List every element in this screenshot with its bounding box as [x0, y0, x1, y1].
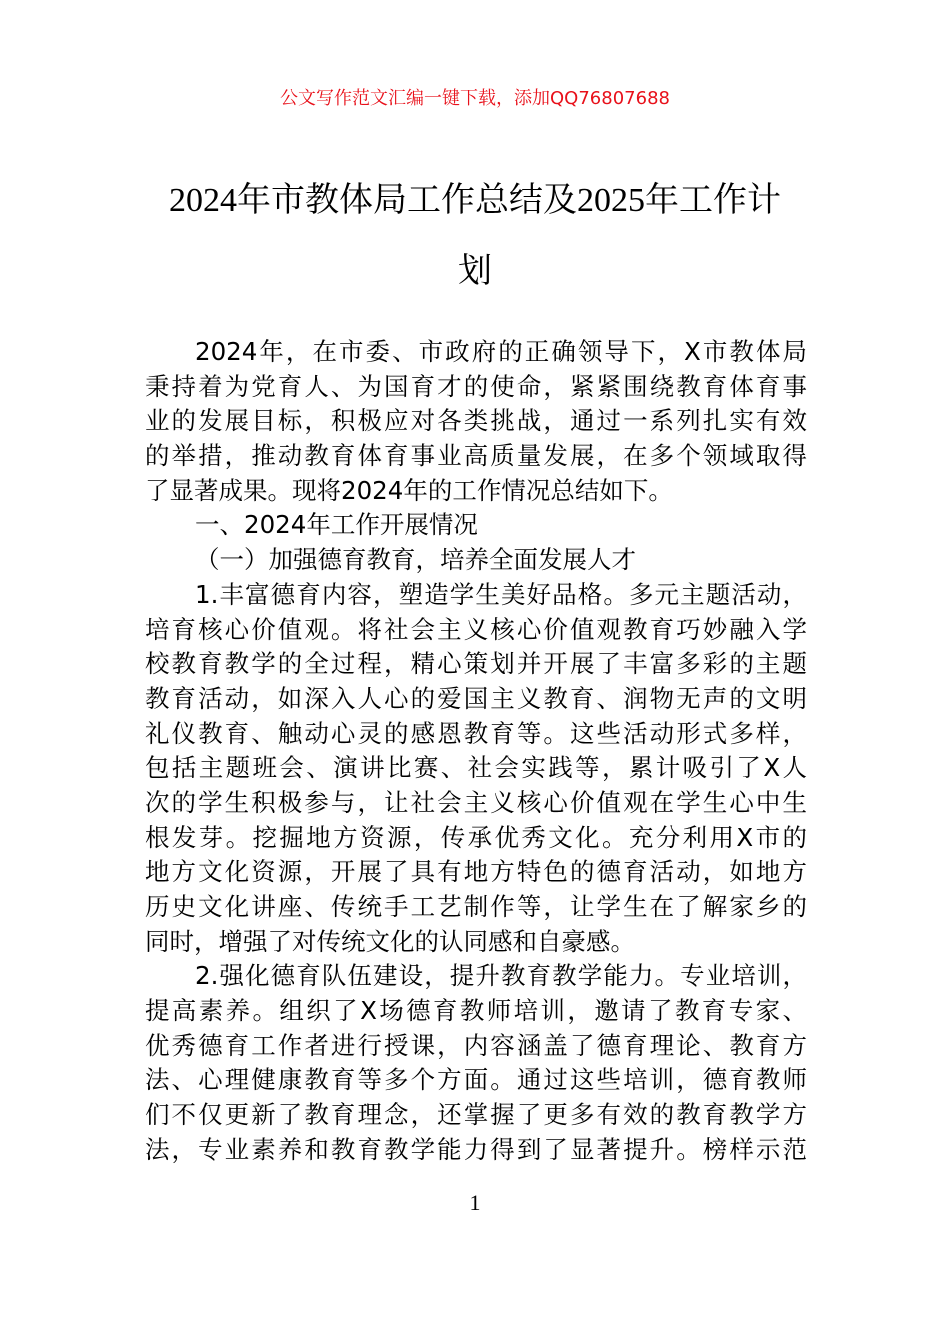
- body-text-line: 礼仪教育、触动心灵的感恩教育等。这些活动形式多样，: [145, 718, 807, 748]
- body-text-line: 业的发展目标，积极应对各类挑战，通过一系列扎实有效: [145, 406, 807, 436]
- body-text-line: 培育核心价值观。将社会主义核心价值观教育巧妙融入学: [145, 614, 807, 644]
- body-text-line: 优秀德育工作者进行授课，内容涵盖了德育理论、教育方: [145, 1030, 807, 1060]
- body-text-line: 的举措，推动教育体育事业高质量发展，在多个领域取得: [145, 441, 807, 471]
- document-title-line-2: 划: [458, 253, 492, 290]
- body-text-line: 了显著成果。现将2024年的工作情况总结如下。: [145, 475, 673, 505]
- body-text-line: 同时，增强了对传统文化的认同感和自豪感。: [145, 926, 635, 956]
- body-text-line: （一）加强德育教育，培养全面发展人才: [195, 545, 636, 575]
- body-text-line: 2024年，在市委、市政府的正确领导下，X市教体局: [195, 337, 807, 366]
- body-text-line: 法、心理健康教育等多个方面。通过这些培训，德育教师: [145, 1065, 807, 1095]
- document-title-line-1: 2024年市教体局工作总结及2025年工作计: [169, 182, 781, 219]
- body-text-line: 地方文化资源，开展了具有地方特色的德育活动，如地方: [145, 857, 807, 887]
- body-text-line: 秉持着为党育人、为国育才的使命，紧紧围绕教育体育事: [145, 371, 807, 401]
- body-text-line: 一、2024年工作开展情况: [195, 510, 478, 540]
- document-body: [145, 335, 807, 1168]
- body-text-line: 根发芽。挖掘地方资源，传承优秀文化。充分利用X市的: [145, 822, 807, 852]
- body-text-line: 1.丰富德育内容，塑造学生美好品格。多元主题活动，: [195, 579, 807, 609]
- body-text-line: 们不仅更新了教育理念，还掌握了更多有效的教育教学方: [145, 1100, 807, 1130]
- page-number: 1: [469, 1190, 481, 1215]
- body-text-line: 历史文化讲座、传统手工艺制作等，让学生在了解家乡的: [145, 892, 807, 921]
- body-text-line: 校教育教学的全过程，精心策划并开展了丰富多彩的主题: [145, 649, 807, 679]
- body-text-line: 教育活动，如深入人心的爱国主义教育、润物无声的文明: [145, 683, 807, 713]
- download-promo-note: 公文写作范文汇编一键下载，添加QQ76807688: [280, 88, 670, 109]
- body-text-line: 2.强化德育队伍建设，提升教育教学能力。专业培训，: [195, 961, 807, 991]
- body-text-line: 包括主题班会、演讲比赛、社会实践等，累计吸引了X人: [145, 753, 807, 783]
- body-text-line: 提高素养。组织了X场德育教师培训，邀请了教育专家、: [145, 996, 807, 1026]
- body-text-line: 法，专业素养和教育教学能力得到了显著提升。榜样示范: [145, 1134, 807, 1164]
- body-text-line: 次的学生积极参与，让社会主义核心价值观在学生心中生: [145, 787, 807, 817]
